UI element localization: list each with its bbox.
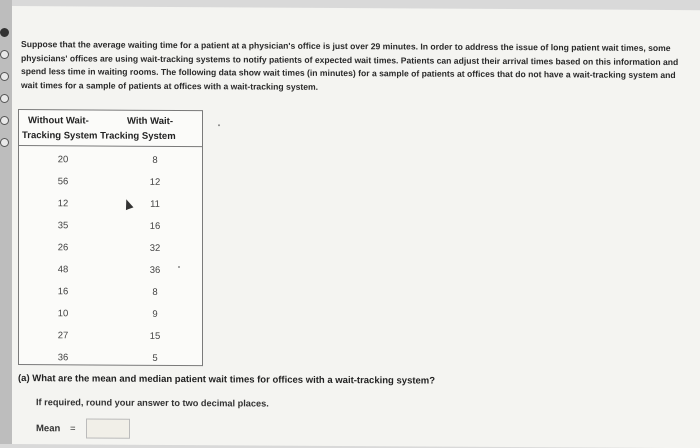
data-table [18, 109, 203, 366]
cell-with-tracking: 16 [149, 220, 161, 232]
cell-without-tracking: 48 [57, 264, 69, 276]
cell-with-tracking: 32 [149, 242, 161, 254]
header-without-line1: Without Wait- [28, 115, 89, 127]
cell-without-tracking: 12 [57, 198, 69, 210]
cell-without-tracking: 26 [57, 242, 69, 254]
radio-button[interactable] [0, 72, 9, 81]
radio-button[interactable] [0, 138, 9, 147]
radio-button[interactable] [0, 28, 9, 37]
left-margin-strip [0, 0, 12, 444]
table-row [19, 216, 202, 239]
cell-without-tracking: 27 [57, 330, 69, 342]
question-text: What are the mean and median patient wait times for offices with a wait-tracking system? [32, 373, 436, 387]
table-row [19, 150, 202, 173]
stray-mark [178, 266, 180, 268]
stray-mark [218, 124, 220, 126]
cell-with-tracking: 8 [152, 154, 158, 166]
table-header [19, 110, 202, 147]
cell-with-tracking: 12 [149, 176, 161, 188]
table-row [19, 172, 202, 195]
table-row [19, 304, 202, 327]
header-with-line1: With Wait- [127, 115, 173, 127]
table-row [19, 238, 202, 261]
cell-without-tracking: 36 [57, 352, 69, 364]
header-line2: Tracking System Tracking System [22, 130, 176, 142]
cell-without-tracking: 16 [57, 286, 69, 298]
table-row [19, 282, 202, 305]
cell-with-tracking: 8 [152, 286, 158, 298]
question-panel [12, 6, 700, 448]
rounding-instruction: If required, round your answer to two decimal places. [36, 397, 269, 409]
cell-without-tracking: 35 [57, 220, 69, 232]
radio-button[interactable] [0, 94, 9, 103]
problem-statement: Suppose that the average waiting time for a patient at a physician's office is just over 29 minutes. In order to address the issue of long patient wait times, some physicians' offices are using wait-tracking systems to notify patients of expected wait times. Patients can adjust their arrival times based on this information and spend less time in waiting rooms. The following data show wait times (in minutes) for a sample of patients at offices that do not have a wait-tracking system and wait times for a sample of patients at offices with a wait-tracking system. [21, 39, 679, 92]
table-row [19, 194, 202, 217]
table-row [19, 326, 202, 349]
question-a [18, 373, 435, 387]
mean-input[interactable] [86, 418, 130, 438]
cell-with-tracking: 36 [149, 264, 161, 276]
cell-without-tracking: 56 [57, 176, 69, 188]
equals-sign: = [70, 423, 76, 435]
radio-button[interactable] [0, 50, 9, 59]
cell-with-tracking: 11 [150, 198, 160, 210]
mean-label: Mean [36, 423, 61, 435]
cell-with-tracking: 15 [149, 330, 161, 342]
table-row [19, 348, 202, 371]
table-row [19, 260, 202, 283]
question-part-label: (a) [18, 373, 30, 385]
radio-button[interactable] [0, 116, 9, 125]
cell-with-tracking: 9 [152, 308, 158, 320]
cell-without-tracking: 20 [57, 154, 69, 166]
cell-without-tracking: 10 [57, 308, 69, 320]
cell-with-tracking: 5 [152, 352, 158, 364]
